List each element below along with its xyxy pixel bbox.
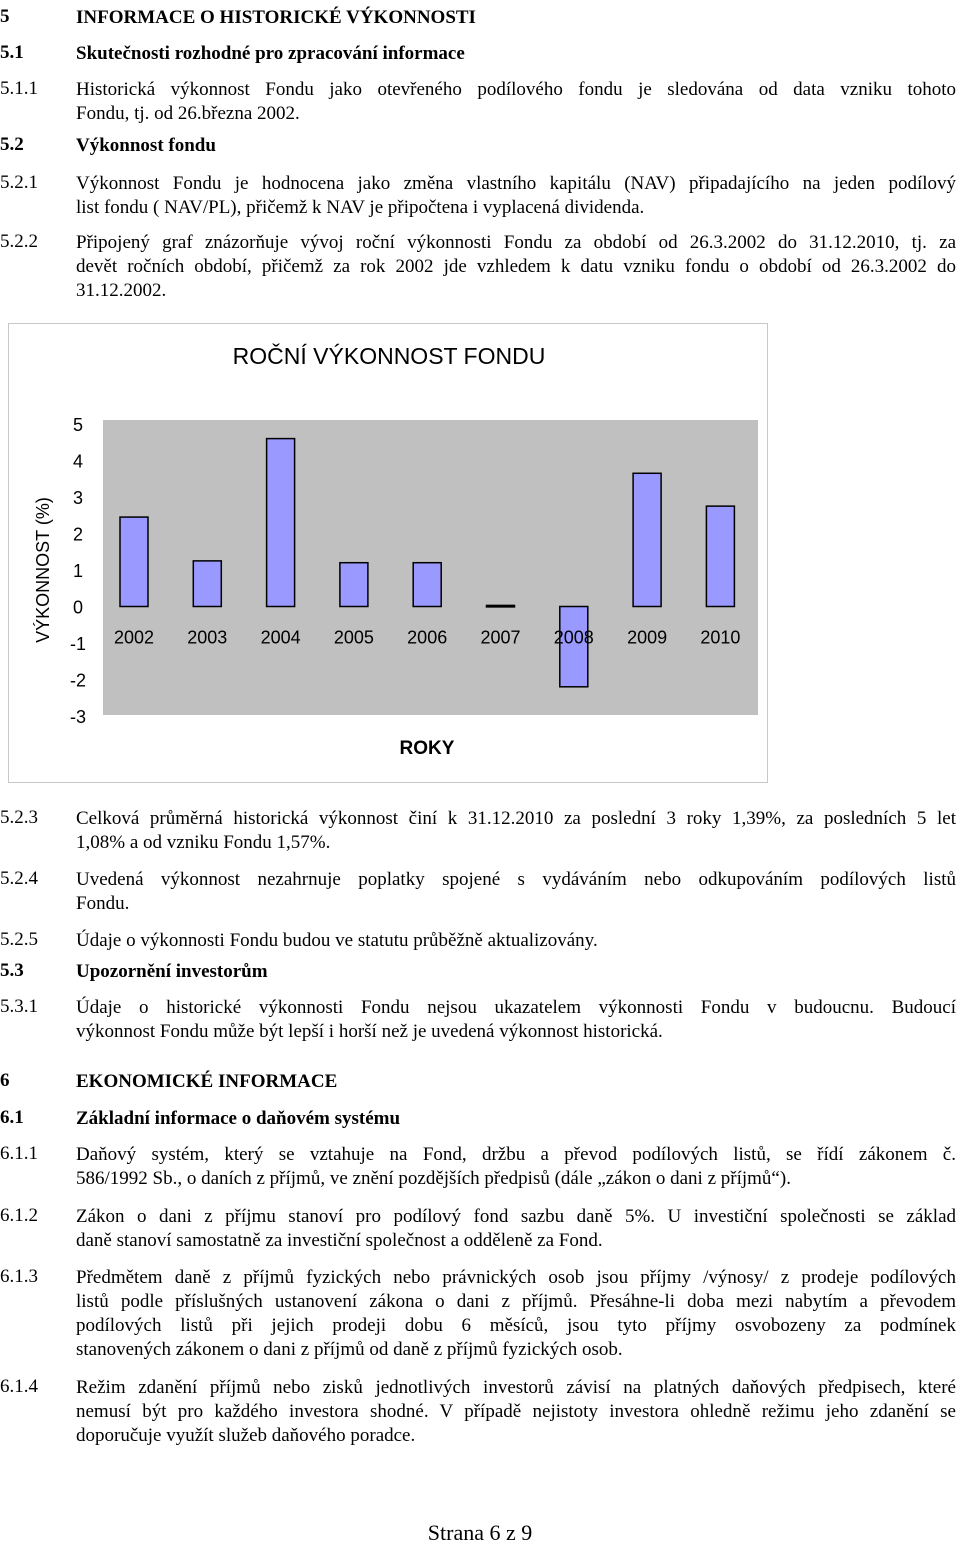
section-number: 5.1: [0, 42, 24, 63]
section-title: Výkonnost fondu: [76, 135, 216, 156]
section-title: Skutečnosti rozhodné pro zpracování informace: [76, 43, 465, 64]
y-tick-label: 4: [72, 451, 84, 472]
paragraph-line: devět ročních období, přičemž za rok 2002 jde vzhledem k datu vzniku fondu o období od 26.3.2002 do: [76, 256, 956, 277]
paragraph-number: 5.2.1: [0, 172, 38, 193]
paragraph-line: Údaje o historické výkonnosti Fondu nejsou ukazatelem výkonnosti Fondu v budoucnu. Budoucí: [76, 997, 956, 1018]
section-number: 5.3: [0, 960, 24, 981]
paragraph-line: Zákon o dani z příjmu stanoví pro podílový fond sazbu daně 5%. U investiční společnosti se základ: [76, 1206, 956, 1227]
paragraph-line: daně stanoví samostatně za investiční společnost a odděleně za Fond.: [76, 1230, 603, 1251]
y-tick-label: 1: [72, 561, 84, 581]
bar-2007: [487, 605, 515, 607]
bar-2003: [193, 561, 221, 607]
paragraph-number: 5.2.4: [0, 868, 38, 889]
paragraph-number: 6.1.3: [0, 1266, 38, 1287]
paragraph-number: 5.1.1: [0, 78, 38, 99]
paragraph-line: Údaje o výkonnosti Fondu budou ve statutu průběžně aktualizovány.: [76, 930, 598, 951]
y-tick-label: 5: [72, 415, 84, 435]
section-number: 5.2: [0, 134, 24, 155]
bar-2009: [633, 473, 661, 606]
y-tick-label: -3: [69, 707, 87, 727]
paragraph-line: Daňový systém, který se vztahuje na Fond, držbu a převod podílových listů, se řídí zákonem č.: [76, 1144, 956, 1165]
x-tick-label: 2009: [627, 627, 668, 648]
paragraph-line: Předmětem daně z příjmů fyzických nebo právnických osob jsou příjmy /výnosy/ z prodeje podílových: [76, 1267, 956, 1288]
y-tick-label: 2: [72, 524, 84, 545]
paragraph-line: stanovených zákonem o dani z příjmů od daně z příjmů fyzických osob.: [76, 1339, 623, 1360]
bar-2006: [413, 563, 441, 607]
paragraph-line: Režim zdanění příjmů nebo zisků jednotlivých investorů závisí na platných daňových předpisech, které: [76, 1377, 956, 1398]
bar-2010: [706, 506, 734, 606]
paragraph-line: výkonnost Fondu může být lepší i horší než je uvedená výkonnost historická.: [76, 1021, 663, 1042]
paragraph-number: 6.1.1: [0, 1143, 38, 1164]
y-tick-label: -2: [69, 670, 87, 691]
page-number: Strana 6 z 9: [427, 1520, 533, 1545]
paragraph-number: 5.3.1: [0, 996, 38, 1017]
performance-chart: [8, 323, 768, 783]
section-title: Základní informace o daňovém systému: [76, 1108, 401, 1129]
y-tick-label: 3: [72, 488, 84, 508]
paragraph-line: podílových listů při jejich prodeji dobu 6 měsíců, jsou tyto příjmy osvobozeny za podmínek: [76, 1315, 956, 1336]
paragraph-line: nemusí být pro každého investora shodné. V případě nejistoty investora ohledně režimu jeho zdanění se: [76, 1401, 956, 1422]
paragraph-line: list fondu ( NAV/PL), přičemž k NAV je připočtena i vyplacená dividenda.: [76, 197, 645, 218]
paragraph-number: 5.2.2: [0, 231, 38, 252]
section-title: EKONOMICKÉ INFORMACE: [76, 1071, 338, 1092]
x-tick-label: 2004: [260, 627, 301, 648]
paragraph-line: 1,08% a od vzniku Fondu 1,57%.: [76, 832, 331, 853]
paragraph-number: 6.1.4: [0, 1376, 38, 1397]
bar-2002: [120, 517, 148, 606]
x-tick-label: 2002: [113, 627, 155, 648]
paragraph-number: 5.2.5: [0, 929, 38, 950]
paragraph-line: doporučuje využít služeb daňového poradce.: [76, 1425, 416, 1446]
section-number: 6: [0, 1070, 10, 1091]
paragraph-line: listů podle příslušných ustanovení zákona o dani z příjmů. Přesáhne-li doba mezi nabytím a převodem: [76, 1291, 956, 1312]
paragraph-number: 5.2.3: [0, 807, 38, 828]
x-tick-label: 2006: [407, 627, 448, 648]
x-tick-label: 2010: [700, 627, 741, 648]
chart-y-axis-label: VÝKONNOST (%): [33, 497, 53, 643]
x-tick-label: 2005: [333, 627, 374, 648]
paragraph-line: Fondu, tj. od 26.března 2002.: [76, 103, 300, 124]
x-tick-label: 2007: [480, 627, 521, 648]
paragraph-line: Historická výkonnost Fondu jako otevřeného podílového fondu je sledována od data vzniku tohoto: [76, 79, 956, 100]
section-title: Upozornění investorům: [76, 961, 268, 982]
y-tick-label: -1: [69, 634, 87, 654]
bar-2004: [267, 439, 295, 607]
paragraph-line: Fondu.: [76, 893, 130, 914]
paragraph-line: 31.12.2002.: [76, 280, 167, 301]
paragraph-line: Výkonnost Fondu je hodnocena jako změna vlastního kapitálu (NAV) připadajícího na jeden podílový: [76, 173, 956, 194]
chart-x-axis-label: ROKY: [399, 738, 455, 759]
paragraph-line: 586/1992 Sb., o daních z příjmů, ve znění pozdějších předpisů (dále „zákon o dani z příjmů“).: [76, 1168, 791, 1189]
paragraph-line: Připojený graf znázorňuje vývoj roční výkonnosti Fondu za období od 26.3.2002 do 31.12.2010, tj. za: [76, 232, 956, 253]
paragraph-line: Uvedená výkonnost nezahrnuje poplatky spojené s vydáváním nebo odkupováním podílových listů: [76, 869, 956, 890]
section-number: 6.1: [0, 1107, 24, 1128]
section-number: 5: [0, 6, 10, 27]
x-tick-label: 2008: [553, 627, 594, 648]
section-title: INFORMACE O HISTORICKÉ VÝKONNOSTI: [76, 7, 476, 28]
x-tick-label: 2003: [187, 627, 228, 648]
chart-title: ROČNÍ VÝKONNOST FONDU: [232, 343, 546, 369]
bar-2005: [340, 563, 368, 607]
paragraph-number: 6.1.2: [0, 1205, 38, 1226]
y-tick-label: 0: [72, 597, 84, 618]
paragraph-line: Celková průměrná historická výkonnost činí k 31.12.2010 za poslední 3 roky 1,39%, za posledních 5 let: [76, 808, 956, 829]
chart-canvas: [9, 324, 769, 784]
